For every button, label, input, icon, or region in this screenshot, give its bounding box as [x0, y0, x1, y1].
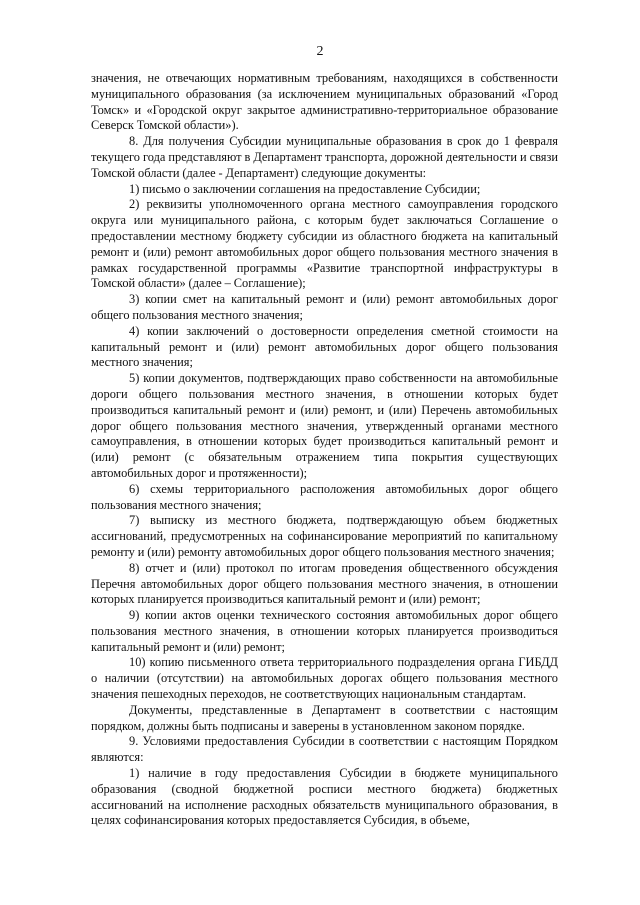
list-item-3: 3) копии смет на капитальный ремонт и (или) ремонт автомобильных дорог общего пользования местного значения;	[91, 292, 558, 322]
list-item-4: 4) копии заключений о достоверности определения сметной стоимости на капитальный ремонт и (или) ремонт автомобильных дорог общего пользования местного значения;	[91, 323, 558, 370]
paragraph-documents-note: Документы, представленные в Департамент в соответствии с настоящим порядком, должны быть подписаны и заверены в установленном законом порядке.	[91, 702, 558, 733]
list-item-condition-1: 1) наличие в году предоставления Субсидии в бюджете муниципального образования (сводной бюджетной росписи местного бюджета) бюджетных ассигнований на исполнение расходных обязательств муниципального образования, в целях софинансирования которых предоставляется Субсидия, в объеме,	[91, 766, 558, 828]
list-item-6: 6) схемы территориального расположения автомобильных дорог общего пользования местного значения;	[91, 481, 558, 512]
list-item-7: 7) выписку из местного бюджета, подтверждающую объем бюджетных ассигнований, предусмотренных на софинансирование мероприятий по капитальному ремонту и (или) ремонту автомобильных дорог общего пользования местного значения;	[91, 513, 558, 559]
list-item-1: 1) письмо о заключении соглашения на предоставление Субсидии;	[129, 181, 481, 196]
page-number: 2	[316, 44, 324, 59]
document-body	[91, 71, 558, 829]
paragraph-continuation: значения, не отвечающих нормативным требованиям, находящихся в собственности муниципального образования (за исключением муниципальных образований «Город Томск» и «Городской округ закрытое административно-территориальное образование Северск Томской области»).	[91, 71, 558, 133]
list-item-2: 2) реквизиты уполномоченного органа местного самоуправления городского округа или муниципального района, с которым будет заключаться Соглашение о предоставлении местному бюджету субсидии из областного бюджета на капитальный ремонт и (или) ремонт автомобильных дорог общего пользования местного значения в рамках государственной программы «Развитие транспортной инфраструктуры в Томской области» (далее – Соглашение);	[91, 197, 558, 291]
list-item-5: 5) копии документов, подтверждающих право собственности на автомобильные дороги общего пользования местного значения, в отношении которых будет производиться капитальный ремонт и (или) ремонт, и (или) Перечень автомобильных дорог общего пользования местного значения, утвержденный органами местного самоуправления, в отношении которых будет производиться капитальный ремонт и (или) ремонт (с обязательным отражением типа покрытия существующих автомобильных дорог и протяженности);	[91, 371, 558, 480]
list-item-8: 8) отчет и (или) протокол по итогам проведения общественного обсуждения Перечня автомобильных дорог общего пользования местного значения, в отношении которых планируется производиться капитальный ремонт и (или) ремонт;	[91, 560, 558, 607]
list-item-9: 9) копии актов оценки технического состояния автомобильных дорог общего пользования местного значения, в отношении которых планируется производиться капитальный ремонт и (или) ремонт;	[91, 608, 558, 654]
paragraph-clause-9: 9. Условиями предоставления Субсидии в соответствии с настоящим Порядком являются:	[91, 734, 558, 765]
paragraph-clause-8: 8. Для получения Субсидии муниципальные образования в срок до 1 февраля текущего года представляют в Департамент транспорта, дорожной деятельности и связи Томской области (далее - Департамент) следующие документы:	[91, 134, 558, 180]
list-item-10: 10) копию письменного ответа территориального подразделения органа ГИБДД о наличии (отсутствии) на автомобильных дорогах общего пользования местного значения пешеходных переходов, не соответствующих национальным стандартам.	[91, 655, 558, 702]
